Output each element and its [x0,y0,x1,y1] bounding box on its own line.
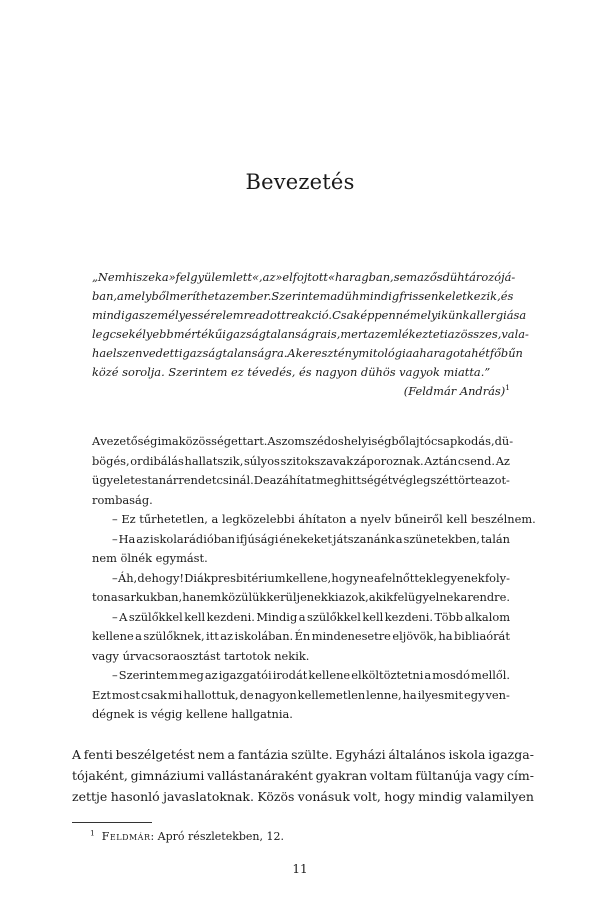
word: fültanúja [415,768,472,783]
word: ne [359,570,374,585]
word: gimnáziumi [130,768,205,783]
word: a [460,590,468,604]
epigraph-quote [92,268,529,401]
word: dü- [494,434,514,448]
dialogue-line [92,569,510,589]
word: helyiségből [343,434,410,448]
word: vagy [474,768,505,783]
word: főbűn [489,346,523,360]
dialogue-line [92,432,514,452]
word: kell [184,609,206,624]
word: amelyből [117,289,170,303]
word: tanár [147,473,179,487]
word: némelyikünk [395,308,470,322]
chapter-heading: Bevezetés [245,170,355,194]
word: felügyelnek [393,590,461,604]
word: az [367,327,381,341]
word: ot- [494,473,510,487]
word: – [112,668,118,682]
epigraph-attribution [92,382,510,401]
word: allergiás [469,308,520,322]
word: kezdeni. [384,609,434,624]
word: bibliaórát [453,629,510,643]
word: a [298,609,306,624]
word: imaközösséget [157,434,243,448]
word: igazga- [488,747,534,762]
word: legyenek [432,570,485,585]
word: ha [402,687,417,702]
word: mosdó [432,668,470,682]
footnote-author: Feldmár [101,830,151,843]
word: egy [464,687,485,702]
word: keresztény [295,346,359,360]
word: hallottuk, [183,687,239,702]
word: ton [92,590,111,604]
attribution-text: (Feldmár András) [403,384,506,398]
page-number: 11 [292,862,308,876]
word: bögés, [92,453,130,468]
word: a [519,308,527,322]
epigraph-line [92,268,516,287]
word: A [287,346,296,360]
dialogue-line [92,705,510,725]
word: de [239,687,254,702]
word: Aztán [424,453,458,468]
word: az [481,473,495,487]
word: haragot [419,346,465,360]
word: igazgatói [218,668,272,682]
body-paragraph [72,744,534,807]
word: fenti [83,747,113,762]
word: ifjúsági [236,531,279,546]
word: itt [206,629,219,643]
word: keletkezik, [438,289,501,303]
word: áhítat [282,473,317,487]
footnote-reference[interactable]: 1 [505,383,510,393]
word: csend. [457,453,496,468]
word: kell [362,609,384,624]
word: dehogy! [137,570,184,585]
word: szünetekben, [403,531,480,546]
word: az [447,327,461,341]
word: a [424,668,432,682]
word: az [219,289,232,303]
word: nem [197,747,225,762]
word: összes, [460,327,502,341]
word: szitokszavak [280,453,354,468]
epigraph-line [92,306,527,325]
word: fantázia [237,747,289,762]
word: vonásuk [297,789,350,804]
word: tározójá- [464,270,516,284]
dialogue-line [92,452,510,472]
word: mitológia [358,346,413,360]
body-line [72,786,534,807]
dialogue-line [92,491,510,511]
word: az [220,629,234,643]
word: irodát [272,668,308,682]
word: az [136,531,150,546]
word: hallatszik, [184,453,244,468]
word: hanem [182,590,222,604]
word: frissen [399,289,439,303]
dialogue-line [92,627,510,647]
dialogue-line-text: – Ez tűrhetetlen, a legközelebbi áhítaton a nyelv bűneiről kell beszélnem. [112,512,536,526]
word: igazságtalanságra. [178,346,288,360]
dialogue-line [92,549,510,569]
word: hét [471,346,490,360]
word: voltam [369,768,413,783]
word: a [110,590,118,604]
word: sem [393,270,418,284]
word: vezetőség [100,434,158,448]
word: volt, [353,789,381,804]
word: az [262,270,276,284]
epigraph-line [92,325,529,344]
word: Mindig [256,609,298,624]
dialogue-line [92,471,510,491]
word: énekeket [279,531,332,546]
dialogue-section [92,432,536,725]
word: ban, [92,289,118,303]
word: csinál. [216,473,254,487]
word: közülük [221,590,267,604]
word: játszanánk [332,531,395,546]
word: A [92,434,101,448]
word: meghittségét [316,473,393,487]
word: kellene, [285,570,332,585]
word: Szerintem [271,289,331,303]
word: most [111,687,140,702]
word: – [112,609,118,624]
dialogue-line-text: vagy úrvacsoraosztást tartotok nekik. [92,648,310,663]
word: reakció. [285,308,333,322]
word: hasonló [110,789,160,804]
word: sarkukban, [117,590,183,604]
word: vallástanáraként [207,768,313,783]
word: mindig [359,289,400,303]
word: – [112,531,118,546]
word: Több [434,609,464,624]
word: ember. [231,289,272,303]
word: eljövök, [392,629,437,643]
word: és [500,289,514,303]
word: Én [294,629,311,643]
footnote-divider [72,822,152,823]
word: vala- [501,327,529,341]
word: súlyos [243,453,280,468]
word: ki [327,590,339,604]
word: meg [178,668,204,682]
dialogue-line [92,608,510,628]
word: »elfojtott« [275,270,335,284]
word: Áh, [117,570,138,585]
epigraph-line [92,287,514,306]
word: akik [368,590,394,604]
word: a [412,346,420,360]
word: adott [255,308,286,322]
word: foly- [484,570,510,585]
word: záporoznak. [353,453,424,468]
word: A [267,434,276,448]
word: emlékezteti [380,327,448,341]
word: zettje [72,789,108,804]
word: »felgyülemlett«, [168,270,263,284]
word: szülőkkel [306,609,361,624]
dialogue-line-text: rombaság. [92,492,153,507]
dialogue-line [92,686,510,706]
dialogue-line-text: nem ölnék egymást. [92,551,208,565]
word: iskola [448,747,486,762]
word: mert [340,327,368,341]
word: gyakran [315,768,368,783]
word: De [253,473,270,487]
word: talán [480,531,510,546]
word: ven- [485,687,510,702]
word: tójaként, [72,768,128,783]
dialogue-line [92,510,536,530]
word: igazságtalanságra [222,327,328,341]
dialogue-line [92,647,510,667]
word: mi [167,687,183,702]
body-line [72,744,534,765]
word: Csak [332,308,361,322]
word: alkalom [464,609,510,624]
dialogue-line [92,588,510,608]
word: ős [429,270,443,284]
word: felnőttek [381,570,433,585]
word: Diákpresbitérium [184,570,286,585]
word: nagyon [254,687,297,702]
word: végleg [392,473,431,487]
word: szülőkkel [128,609,183,624]
word: Szerintem [118,668,178,682]
word: hogy [331,570,360,585]
word: az [417,270,430,284]
body-line [72,765,534,786]
word: a [227,747,235,762]
word: is, [327,327,341,341]
word: azok, [338,590,369,604]
word: A [72,747,82,762]
word: személyes [138,308,198,322]
word: elköltöztetni [351,668,424,682]
word: javaslatoknak. [163,789,254,804]
word: a [135,629,142,643]
word: ha [438,629,453,643]
word: valamilyen [465,789,534,804]
word: mellől. [471,668,510,682]
word: mértékű [173,327,223,341]
word: cím- [506,768,534,783]
word: kerüljenek [266,590,328,604]
word: ha [92,346,107,360]
word: legcsekélyebb [92,327,174,341]
word: éppen [360,308,396,322]
word: kellemetlen [297,687,366,702]
word: szülőknek, [143,629,205,643]
word: „Nem [92,270,126,284]
word: csak [140,687,167,702]
word: kellene [308,668,351,682]
word: a [373,570,381,585]
word: elszenvedett [106,346,179,360]
word: – [112,570,118,585]
word: meríthet [169,289,220,303]
word: hiszek [125,270,162,284]
word: a [330,289,338,303]
word: a [464,346,472,360]
word: ordibálás [130,453,184,468]
word: széttörte [430,473,482,487]
footnote [90,829,284,845]
word: a [395,531,403,546]
word: beszélgetést [115,747,195,762]
word: iskolarádióban [150,531,236,546]
word: szomszédos [275,434,344,448]
word: általános [388,747,446,762]
word: mindenesetre [311,629,391,643]
word: ügyeletes [92,473,148,487]
word: Közös [257,789,295,804]
word: Egyházi [335,747,386,762]
word: ilyesmit [417,687,464,702]
word: Ha [118,531,136,546]
word: düh [337,289,360,303]
word: tart. [242,434,268,448]
word: düh [442,270,465,284]
word: kezdeni. [206,609,255,624]
word: mindig [418,789,463,804]
word: szülte. [291,747,333,762]
word: a [132,308,139,322]
word: Az [495,453,510,468]
word: ajtócsapkodás, [409,434,495,448]
dialogue-line [92,666,510,686]
word: lenne, [366,687,402,702]
word: haragban, [334,270,394,284]
word: rendre. [467,590,510,604]
word: az [204,668,218,682]
epigraph-line [92,363,510,382]
footnote-text: : Apró részletekben, 12. [150,830,285,843]
dialogue-line-text: dégnek is végig kellene hallgatnia. [92,707,293,721]
word: Ezt [92,687,111,702]
word: A [119,609,128,624]
word: hogy [384,789,415,804]
word: iskolában. [234,629,294,643]
word: kellene [92,629,134,643]
word: az [269,473,283,487]
word: rendet [178,473,217,487]
word: sérelemre [197,308,256,322]
epigraph-line [92,344,523,363]
word: a [161,270,169,284]
word: mindig [92,308,133,322]
footnote-number: 1 [90,828,95,838]
dialogue-line [92,530,510,550]
epigraph-line-text: közé sorolja. Szerintem ez tévedés, és nagyon dühös vagyok miatta.” [92,365,491,379]
